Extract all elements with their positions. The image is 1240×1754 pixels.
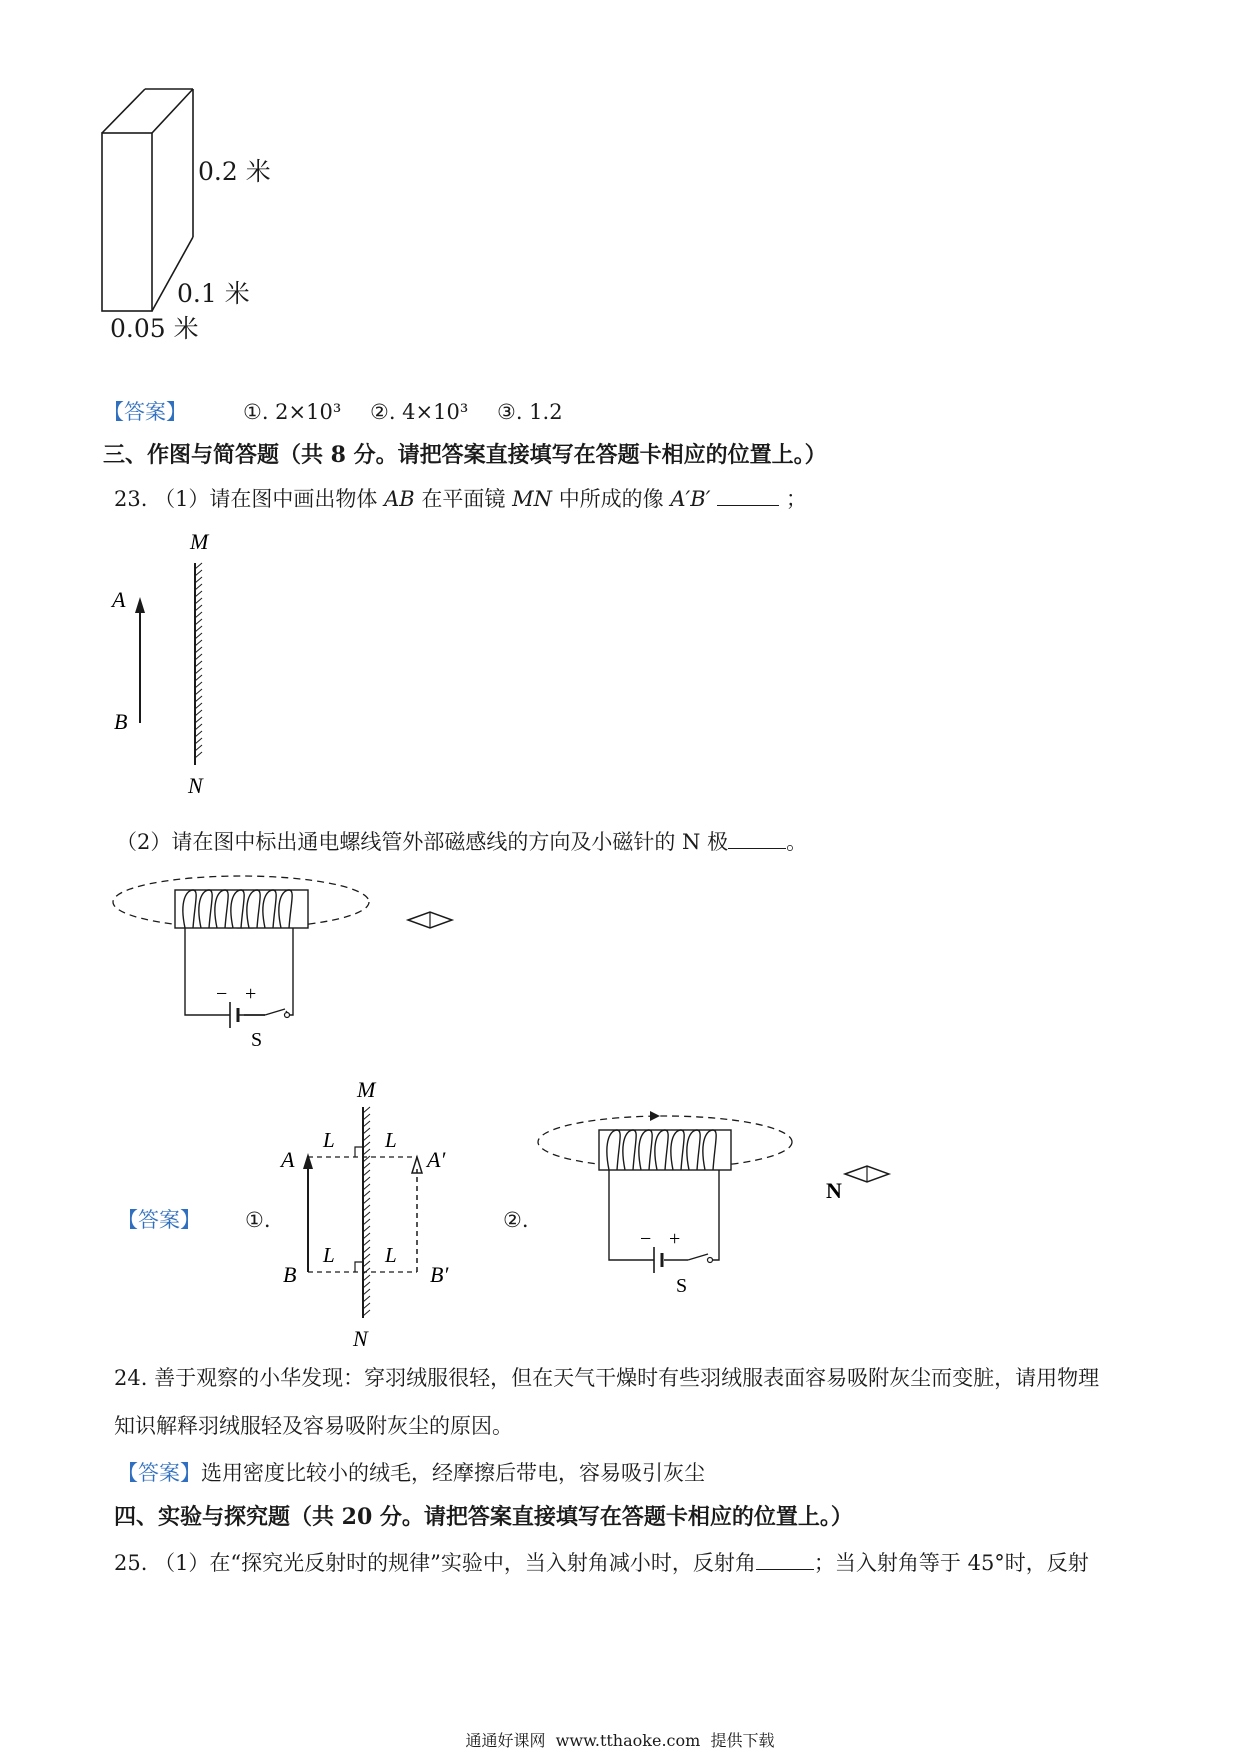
answer-battery-plus: + (669, 1228, 681, 1250)
q24-answer: 选用密度比较小的绒毛，经摩擦后带电，容易吸引灰尘 (201, 1461, 705, 1485)
hatch-mark (195, 584, 202, 590)
box-width-label: 0.05 米 (110, 314, 199, 343)
hatch-mark (195, 640, 202, 646)
hatch-mark (363, 1226, 370, 1232)
hatch-mark (195, 738, 202, 744)
page-footer: 通通好课网 www.tthaoke.com 提供下载 (465, 1731, 775, 1750)
hatch-mark (195, 563, 202, 569)
object-label-a: A (112, 587, 126, 612)
hatch-mark (195, 570, 202, 576)
q23-part1-mid: 在平面镜 (421, 487, 506, 511)
switch-label: S (251, 1029, 263, 1051)
answer-label-b: B (283, 1262, 297, 1287)
hatch-mark (363, 1247, 370, 1253)
switch-lever (265, 1009, 285, 1015)
q24-line1: 24. 善于观察的小华发现：穿羽绒服很轻，但在天气干燥时有些羽绒服表面容易吸附灰尘而变脏，请用物理 (114, 1366, 1100, 1390)
hatch-mark (363, 1289, 370, 1295)
q23-part1-image: A′B′ (670, 487, 711, 511)
hatch-mark (363, 1212, 370, 1218)
section3-heading: 三、作图与简答题（共 8 分。请把答案直接填写在答题卡相应的位置上。） (103, 442, 827, 468)
q25-line1 (114, 1549, 1089, 1577)
hatch-mark (195, 668, 202, 674)
mirror-label-n: N (188, 773, 203, 798)
battery-minus: − (216, 983, 228, 1005)
hatch-mark (363, 1114, 370, 1120)
distance-label-l: L (385, 1243, 397, 1267)
hatch-mark (195, 647, 202, 653)
box-outline (102, 89, 193, 311)
hatch-mark (195, 675, 202, 681)
answer-label-a-prime: A′ (427, 1147, 446, 1172)
hatch-mark (195, 752, 202, 758)
hatch-mark (195, 591, 202, 597)
object-ab-arrowhead (135, 597, 145, 613)
q23-answer-label-2: ②. (503, 1208, 529, 1232)
hatch-mark (363, 1282, 370, 1288)
answer-label-b-prime: B′ (430, 1262, 449, 1287)
q23-part2-suffix: 。 (786, 830, 808, 854)
hatch-mark (363, 1310, 370, 1316)
answer-object-arrowhead (303, 1153, 313, 1169)
q23-part1-mn: MN (512, 487, 552, 511)
hatch-mark (363, 1170, 370, 1176)
mirror-figure (100, 525, 250, 800)
hatch-mark (195, 724, 202, 730)
hatch-mark (363, 1268, 370, 1274)
hatch-mark (363, 1121, 370, 1127)
hatch-mark (363, 1219, 370, 1225)
mirror-label-m: M (190, 529, 209, 554)
answer-battery-minus: − (640, 1228, 652, 1250)
hatch-mark (363, 1303, 370, 1309)
answer-label-a: A (281, 1147, 295, 1172)
hatch-mark (363, 1177, 370, 1183)
answer-mirror-hatching (363, 1107, 370, 1316)
answer-tag: 【答案】 (103, 400, 187, 424)
hatch-mark (363, 1240, 370, 1246)
box-figure (95, 85, 295, 385)
object-label-b: B (114, 709, 128, 734)
q23-part1-blank[interactable] (717, 485, 779, 506)
hatch-mark (195, 654, 202, 660)
box-height-label: 0.2 米 (198, 157, 271, 186)
needle-n-pole-label: N (826, 1178, 842, 1203)
hatch-mark (363, 1233, 370, 1239)
circuit-wire (185, 928, 293, 1015)
hatch-mark (363, 1142, 370, 1148)
mirror-answer-figure (275, 1075, 470, 1355)
hatch-mark (363, 1254, 370, 1260)
distance-label-l: L (323, 1128, 335, 1152)
hatch-mark (195, 682, 202, 688)
mirror-hatching (195, 563, 202, 758)
field-direction-arrow (650, 1111, 660, 1121)
hatch-mark (195, 577, 202, 583)
hatch-mark (195, 626, 202, 632)
battery-plus: + (245, 983, 257, 1005)
q24-line2: 知识解释羽绒服轻及容易吸附灰尘的原因。 (114, 1414, 513, 1438)
q22-answer-1: ①. 2×10³ (243, 400, 342, 424)
answer-label-m: M (357, 1077, 376, 1102)
q22-answer-2: ②. 4×10³ (370, 400, 469, 424)
answer-tag: 【答案】 (117, 1461, 201, 1485)
hatch-mark (195, 689, 202, 695)
q25-text-suffix: ；当入射角等于 45°时，反射 (813, 1551, 1089, 1575)
hatch-mark (363, 1205, 370, 1211)
box-depth-label: 0.1 米 (177, 279, 250, 308)
answer-switch-lever (688, 1254, 708, 1260)
q23-part2 (116, 828, 807, 856)
q23-part1-mid2: 中所成的像 (558, 487, 664, 511)
hatch-mark (363, 1149, 370, 1155)
answer-switch-label: S (676, 1275, 688, 1297)
q23-answer-tag (117, 1206, 201, 1234)
q23-part1 (114, 485, 807, 513)
hatch-mark (363, 1296, 370, 1302)
q23-part1-ab: AB (384, 487, 415, 511)
answer-switch-contact (708, 1258, 713, 1263)
hatch-mark (195, 710, 202, 716)
hatch-mark (363, 1198, 370, 1204)
q24-answer-row (117, 1459, 705, 1487)
q23-part1-suffix: ； (785, 487, 807, 511)
right-angle-marks (355, 1147, 363, 1272)
hatch-mark (195, 696, 202, 702)
hatch-mark (363, 1107, 370, 1113)
q22-answer-3: ③. 1.2 (497, 400, 563, 424)
q23-part2-text: （2）请在图中标出通电螺线管外部磁感线的方向及小磁针的 N 极 (116, 830, 729, 854)
q25-text-prefix: 25. （1）在“探究光反射时的规律”实验中，当入射角减小时，反射角 (114, 1551, 756, 1575)
hatch-mark (363, 1275, 370, 1281)
q23-part2-blank[interactable] (728, 828, 786, 849)
hatch-mark (195, 633, 202, 639)
hatch-mark (195, 661, 202, 667)
hatch-mark (363, 1184, 370, 1190)
q23-part1-prefix: 23. （1）请在图中画出物体 (114, 487, 378, 511)
hatch-mark (363, 1135, 370, 1141)
hatch-mark (195, 745, 202, 751)
hatch-mark (363, 1191, 370, 1197)
answer-label-n: N (353, 1326, 368, 1351)
answer-circuit-wire (609, 1170, 719, 1260)
hatch-mark (195, 612, 202, 618)
distance-label-l: L (323, 1243, 335, 1267)
hatch-mark (363, 1163, 370, 1169)
hatch-mark (363, 1128, 370, 1134)
distance-label-l: L (385, 1128, 397, 1152)
hatch-mark (195, 703, 202, 709)
q23-answer-label-1: ①. (245, 1208, 271, 1232)
switch-contact (285, 1013, 290, 1018)
solenoid-answer-figure (530, 1110, 910, 1305)
hatch-mark (195, 619, 202, 625)
hatch-mark (195, 598, 202, 604)
hatch-mark (195, 717, 202, 723)
hatch-mark (195, 731, 202, 737)
q25-blank[interactable] (756, 1549, 814, 1570)
q22-answer-row (103, 398, 187, 426)
section4-heading: 四、实验与探究题（共 20 分。请把答案直接填写在答题卡相应的位置上。） (114, 1504, 853, 1530)
hatch-mark (195, 605, 202, 611)
hatch-mark (363, 1261, 370, 1267)
answer-tag: 【答案】 (117, 1208, 201, 1232)
solenoid-figure (105, 870, 485, 1060)
